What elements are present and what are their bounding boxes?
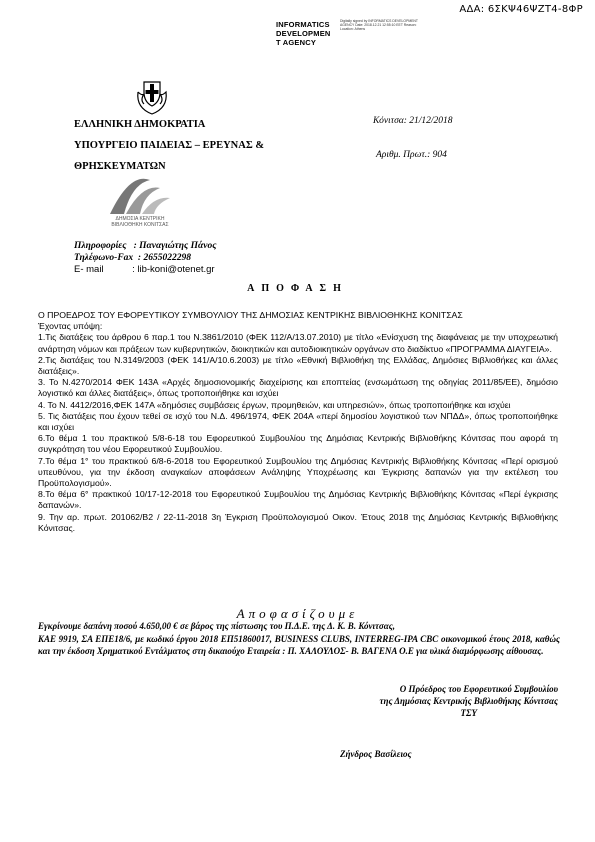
signer-name: Ζήνδρος Βασίλειος — [340, 749, 412, 759]
ministry-line: ΕΛΛΗΝΙΚΗ ΔΗΜΟΚΡΑΤΙΑ — [74, 119, 206, 130]
ada-code: ΑΔΑ: 6ΣΚΨ46ΨΖΤ4-8ΦΡ — [459, 4, 583, 15]
phone-label: Τηλέφωνο-Fax — [74, 253, 134, 263]
decision-title: ΑΠΟΦΑΣΗ — [247, 283, 348, 294]
stamp-line: INFORMATICS — [276, 20, 330, 29]
info-label: Πληροφορίες — [74, 241, 127, 251]
digital-signature-stamp — [276, 20, 436, 47]
library-logo-icon — [80, 170, 200, 216]
signature-line: της Δημόσιας Κεντρικής Βιβλιοθήκης Κόνιτσας — [379, 696, 558, 706]
library-logo — [80, 170, 200, 240]
consideration-item: 8.Το θέμα 6° πρακτικού 10/17-12-2018 του Εφορευτικού Συμβουλίου της Δημόσιας Κεντρικής Βιβλιοθήκης Κόνιτσας «Περί έγκρισης δαπανών». — [38, 489, 558, 511]
greek-emblem-icon — [134, 78, 170, 116]
ministry-line: ΘΡΗΣΚΕΥΜΑΤΩΝ — [74, 161, 166, 172]
signature-line: Ο Πρόεδρος του Εφορευτικού Συμβουλίου — [399, 684, 558, 694]
contact-info — [74, 240, 216, 276]
consideration-item: 6.Το θέμα 1 του πρακτικού 5/8-6-18 του Εφορευτικού Συμβουλίου της Δημόσιας Κεντρικής Βιβλιοθήκης Κόνιτσας που αφορά τη συγκρότηση του νέου Εφορευτικού Συμβουλίου. — [38, 433, 558, 455]
approval-line: ΚΑΕ 9919, ΣΑ ΕΠΕ18/6, με κωδικό έργου 2018 ΕΠ51860017, BUSINESS CLUBS, INTERREG-IPA CBC οικονομικού έτους 2018, καθώς και την έκδοση Χρηματικού Εντάλματος στη δικαιούχο Εταιρεία : Π. ΧΑΛΟΥΛΟΣ- Β. ΒΑΓΕΝΑ Ο.Ε για υλικά διαμόρφωσης αίθουσας. — [38, 633, 560, 656]
approval-line: Εγκρίνουμε δαπάνη ποσού 4.650,00 € σε βάρος της πίστωσης του Π.Δ.Ε. της Δ. Κ. Β. Κόνιτσας, — [38, 621, 395, 631]
consideration-item: 5. Τις διατάξεις που έχουν τεθεί σε ισχύ του Ν.Δ. 496/1974, ΦΕΚ 204Α «περί δημοσίου λογιστικού των ΝΠΔΔ», όπως τροποποιήθηκε και ισχύει — [38, 410, 558, 433]
ministry-line: ΥΠΟΥΡΓΕΙΟ ΠΑΙΔΕΙΑΣ – ΕΡΕΥΝΑΣ & — [74, 140, 265, 151]
ministry-heading — [74, 114, 264, 177]
approval-text — [38, 620, 560, 658]
email-label: E- mail — [74, 264, 104, 275]
president-intro: Ο ΠΡΟΕΔΡΟΣ ΤΟΥ ΕΦΟΡΕΥΤΙΚΟΥ ΣΥΜΒΟΥΛΙΟΥ ΤΗΣ ΔΗΜΟΣΙΑΣ ΚΕΝΤΡΙΚΗΣ ΒΙΒΛΙΟΘΗΚΗΣ ΚΟΝΙΤΣΑΣ — [38, 310, 463, 320]
consideration-item: 9. Την αρ. πρωτ. 201062/Β2 / 22-11-2018 3η Έγκριση Προϋπολογισμού Οικον. Έτους 2018 της Δημόσιας Κεντρικής Βιβλιοθήκης Κόνιτσας. — [38, 511, 558, 533]
decision-body — [38, 310, 558, 534]
protocol-number: Αριθμ. Πρωτ.: 904 — [376, 150, 447, 160]
email-value: : lib-koni@otenet.gr — [132, 264, 215, 275]
considerations-label: Έχοντας υπόψη: — [38, 321, 103, 332]
consideration-item: 3. Το Ν.4270/2014 ΦΕΚ 143Α «Αρχές δημοσιονομικής διαχείρισης και εποπτείας (ενσωμάτωση της οδηγίας 2011/85/ΕΕ), δημόσιο λογιστικό και άλλες διατάξεις», όπως τροποποιήθηκε και ισχύει — [38, 377, 558, 399]
signature-block — [380, 683, 558, 719]
stamp-line: DEVELOPMEN — [276, 29, 331, 38]
place-date: Κόνιτσα: 21/12/2018 — [373, 116, 453, 126]
consideration-item: 1.Τις διατάξεις του άρθρου 6 παρ.1 του Ν.3861/2010 (ΦΕΚ 112/Α/13.07.2010) με τίτλο «Ενίσχυση της διαφάνειας με την υποχρεωτική ανάρτηση νόμων και πράξεων των κυβερνητικών, διοικητικών και αυτοδιοικητικών οργάνων στο διαδίκτυο «ΠΡΟΓΡΑΜΜΑ ΔΙΑΥΓΕΙΑ». — [38, 332, 558, 354]
phone-value: : 2655022298 — [137, 253, 191, 263]
consideration-item: 7.Το θέμα 1° του πρακτικού 6/8-6-2018 του Εφορευτικού Συμβουλίου της Δημόσιας Κεντρικής Βιβλιοθήκης Κόνιτσας «Περί ορισμού υπευθύνου, για την έκδοση αναγκαίων αποφάσεων Ανάληψης Υποχρέωσης και Έγκρισης δαπανών για την εκτέλεση του Προϋπολογισμού». — [38, 455, 558, 489]
we-decide-heading: Αποφασίζουμε — [236, 606, 359, 621]
consideration-item: 2.Τις διατάξεις του Ν.3149/2003 (ΦΕΚ 141/Α/10.6.2003) με τίτλο «Εθνική Βιβλιοθήκη της Ελλάδας, Δημόσιες Βιβλιοθήκες και άλλες διατάξεις». — [38, 354, 558, 377]
logo-caption: ΒΙΒΛΙΟΘΗΚΗ ΚΟΝΙΤΣΑΣ — [111, 222, 169, 228]
consideration-item: 4. Το Ν. 4412/2016,ΦΕΚ 147Α «δημόσιες συμβάσεις έργων, προμηθειών, και υπηρεσιών», όπως τροποποιήθηκε και ισχύει — [38, 399, 511, 410]
signature-line: ΤΣΥ — [460, 708, 478, 718]
info-value: : Παναγιώτης Πάνος — [133, 241, 217, 251]
logo-caption: ΔΗΜΟΣΙΑ ΚΕΝΤΡΙΚΗ — [115, 216, 165, 222]
stamp-line: T AGENCY — [276, 38, 317, 47]
stamp-details: Digitally signed by INFORMATICS DEVELOPMENT AGENCY Date: 2018.12.21 12:55:10 EET Reason: Location: Athens — [340, 19, 418, 31]
